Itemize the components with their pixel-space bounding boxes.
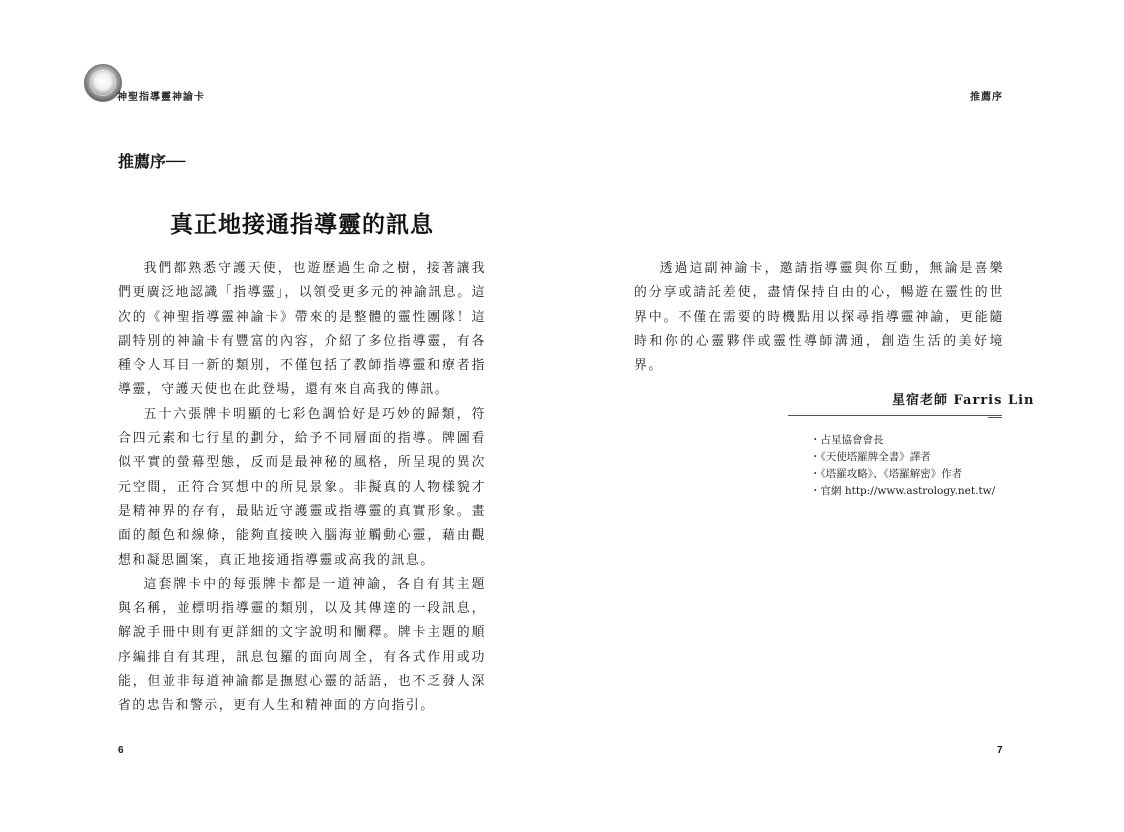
- page-number: 7: [997, 745, 1003, 756]
- divider-line: [788, 415, 1002, 416]
- credit-item: ・官網 http://www.astrology.net.tw/: [810, 485, 996, 497]
- left-body-text: [118, 257, 486, 719]
- right-page: [562, 0, 1124, 832]
- author-credits-list: [810, 432, 995, 500]
- credit-item: ・《天使塔羅牌全書》譯者: [810, 451, 931, 463]
- paragraph: 透過這副神諭卡，邀請指導靈與你互動，無論是喜樂的分享或請託差使，盡情保持自由的心，暢遊在靈性的世界中。不僅在需要的時機點用以探尋指導靈神諭，更能隨時和你的心靈夥伴或靈性導師溝通，創造生活的美好境界。: [634, 261, 1004, 374]
- author-signature: 星宿老師 Farris Lin: [892, 393, 1035, 408]
- section-label: 推薦序──: [118, 152, 186, 171]
- running-head-book-title: 神聖指導靈神諭卡: [117, 92, 205, 103]
- article-title: 真正地接通指導靈的訊息: [170, 211, 434, 238]
- logo-ring: [90, 70, 116, 96]
- running-head-section: 推薦序: [970, 92, 1003, 103]
- paragraph: 五十六張牌卡明顯的七彩色調恰好是巧妙的歸類，符合四元素和七行星的劃分，給予不同層面的指導。牌圖看似平實的螢幕型態，反而是最神秘的風格，所呈現的異次元空間，正符合冥想中的所見景象。非擬真的人物樣貌才是精神界的存有，最貼近守護靈或指導靈的真實形象。畫面的顏色和線條，能夠直接映入腦海並觸動心靈，藉由觀想和凝思圖案，真正地接通指導靈或高我的訊息。: [118, 406, 486, 568]
- paragraph: 這套牌卡中的每張牌卡都是一道神諭，各自有其主題與名稱，並標明指導靈的類別，以及其傳達的一段訊息，解說手冊中則有更詳細的文字說明和闡釋。牌卡主題的順序編排自有其理，訊息包羅的面向周全，有各式作用或功能，但並非每道神諭都是撫慰心靈的話語，也不乏發人深省的忠告和警示，更有人生和精神面的方向指引。: [118, 576, 486, 714]
- credit-item: ・《塔羅攻略》、《塔羅解密》作者: [810, 468, 963, 480]
- paragraph: 我們都熟悉守護天使，也遊歷過生命之樹，接著讓我們更廣泛地認識「指導靈」，以領受更多元的神諭訊息。這次的《神聖指導靈神諭卡》帶來的是整體的靈性團隊！這副特別的神諭卡有豐富的內容，介紹了多位指導靈，有各種令人耳目一新的類別，不僅包括了教師指導靈和療者指導靈，守護天使也在此登場，還有來自高我的傳訊。: [118, 261, 486, 398]
- credit-item: ・占星協會會長: [810, 434, 884, 446]
- right-body-text: [634, 257, 1004, 378]
- page-number: 6: [118, 745, 124, 756]
- divider-line-accent: [988, 417, 1002, 418]
